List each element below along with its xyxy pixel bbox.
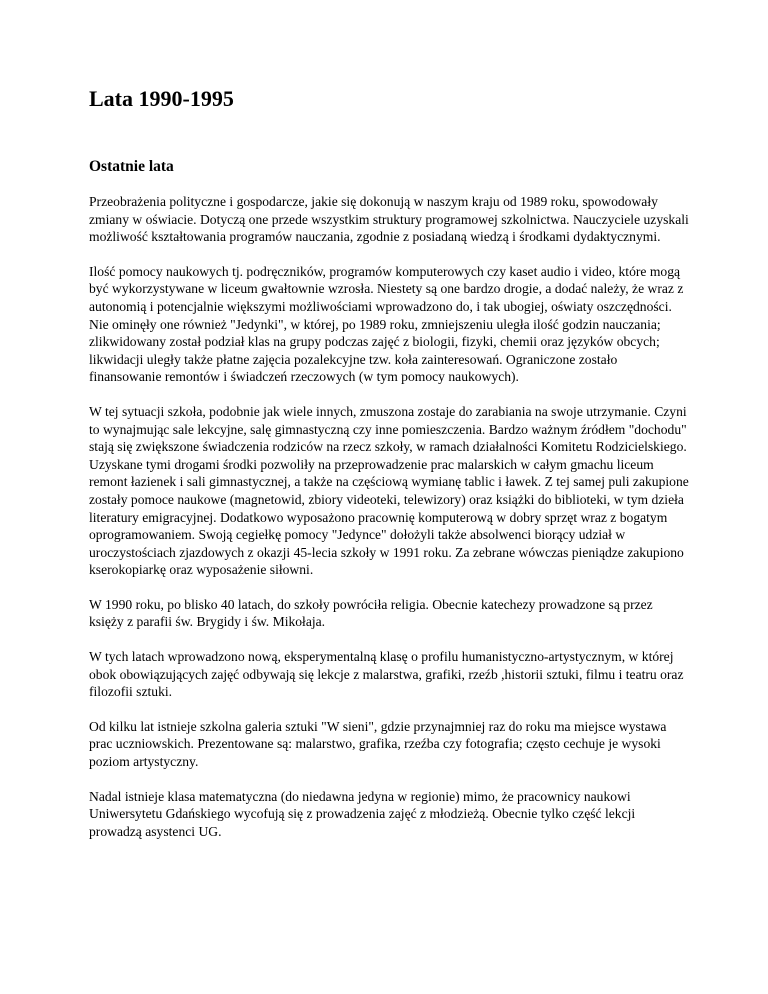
paragraph-teaching-aids: Ilość pomocy naukowych tj. podręczników, programów komputerowych czy kaset audio i video, które mogą być wykorzystywane w liceum gwałtownie wzrosła. Niestety są one bardzo drogie, a dodać należy, że wraz z autonomią i potencjalnie większymi możliwościami wprowadzono do, i tak ubogiej, oświaty oszczędności. Nie ominęły one również "Jedynki", w której, po 1989 roku, zmniejszeniu uległa ilość godzin nauczania; zlikwidowany został podział klas na grupy podczas zajęć z biologii, fizyki, chemii oraz języków obcych; likwidacji uległy także płatne zajęcia pozalekcyjne tzw. koła zainteresowań. Ograniczone zostało finansowanie remontów i świadczeń rzeczowych (w tym pomocy naukowych). (89, 263, 684, 385)
paragraph-arts-class: W tych latach wprowadzono nową, eksperymentalną klasę o profilu humanistyczno-artystycznym, w której obok obowiązujących zajęć odbywają się lekcje z malarstwa, grafiki, rzeźb ,historii sztuki, filmu i teatru oraz filozofii sztuki. (89, 649, 684, 700)
paragraph-reforms: Przeobrażenia polityczne i gospodarcze, jakie się dokonują w naszym kraju od 1989 roku, spowodowały zmiany w oświacie. Dotyczą one przede wszystkim struktury programowej szkolnictwa. Nauczyciele uzyskali możliwość kształtowania programów nauczania, zgodnie z posiadaną wiedzą i środkami dydaktycznymi. (89, 194, 689, 245)
page-title: Lata 1990-1995 (89, 86, 234, 111)
section-heading: Ostatnie lata (89, 158, 174, 175)
document-page (89, 84, 689, 857)
paragraph-religion: W 1990 roku, po blisko 40 latach, do szkoły powróciła religia. Obecnie katechezy prowadzone są przez księży z parafii św. Brygidy i św. Mikołaja. (89, 596, 653, 630)
paragraph-gallery: Od kilku lat istnieje szkolna galeria sztuki "W sieni", gdzie przynajmniej raz do roku ma miejsce wystawa prac uczniowskich. Prezentowane są: malarstwo, grafika, rzeźba czy fotografia; często cechuje je wysoki poziom artystyczny. (89, 718, 667, 770)
paragraph-math-class: Nadal istnieje klasa matematyczna (do niedawna jedyna w regionie) mimo, że pracownicy naukowi Uniwersytetu Gdańskiego wycofują się z prowadzenia zajęć z młodzieżą. Obecnie tylko część lekcji prowadzą asystenci UG. (89, 788, 636, 839)
paragraph-school-income: W tej sytuacji szkoła, podobnie jak wiele innych, zmuszona zostaje do zarabiania na swoje utrzymanie. Czyni to wynajmując sale lekcyjne, salę gimnastyczną czy inne pomieszczenia. Bardzo ważnym źródłem "dochodu" stają się zwiększone świadczenia rodziców na rzecz szkoły, w ramach działalności Komitetu Rodzicielskiego. Uzyskane tymi drogami środki pozwoliły na przeprowadzenie prac malarskich w całym gmachu liceum remont łazienek i sali gimnastycznej, a także na częściową wymianę tablic i ławek. Z tej samej puli zakupione zostały pomoce naukowe (magnetowid, zbiory videoteki, telewizory) oraz książki do biblioteki, w tym dzieła literatury emigracyjnej. Dodatkowo wyposażono pracownię komputerową w dobry sprzęt wraz z bogatym oprogramowaniem. Swoją cegiełkę pomocy "Jedynce" dołożyli także absolwenci biorący udział w uroczystościach zjazdowych z okazji 45-lecia szkoły w 1991 roku. Za zebrane wówczas pieniądze zakupiono kserokopiarkę oraz wyposażenie siłowni. (89, 403, 689, 578)
